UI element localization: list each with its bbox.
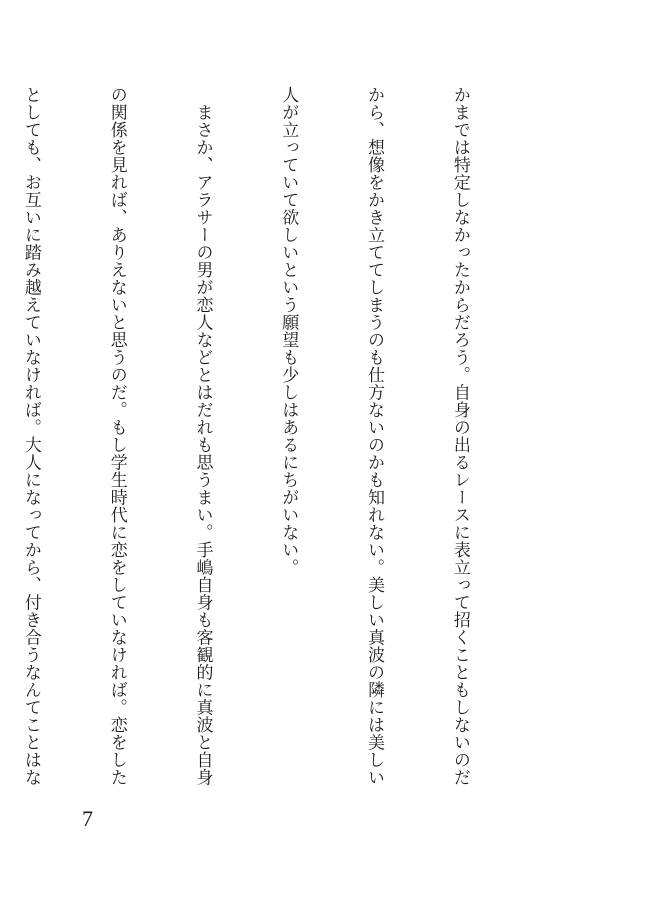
text-line-3: 人が立っていて欲しいという願望も少しはあるにちがいない。 — [278, 86, 299, 576]
text-line-2: から、想像をかき立ててしまうのも仕方ないのかも知れない。美しい真波の隣には美しい — [364, 86, 385, 786]
text-line-6: としても、お互いに踏み越えていなければ。大人になってから、付き合うなんてことはな — [20, 86, 41, 786]
text-line-4: まさか、アラサーの男が恋人などとはだれも思うまい。手嶋自身も客観的に真波と自身 — [192, 86, 213, 786]
body-text — [20, 86, 531, 786]
text-line-1: かまでは特定しなかったからだろう。自身の出るレースに表立って招くこともしないのだ — [449, 86, 470, 786]
text-line-5: の関係を見れば、ありえないと思うのだ。もし学生時代に恋をしていなければ。恋をした — [106, 86, 127, 786]
page-number: 7 — [82, 806, 93, 831]
